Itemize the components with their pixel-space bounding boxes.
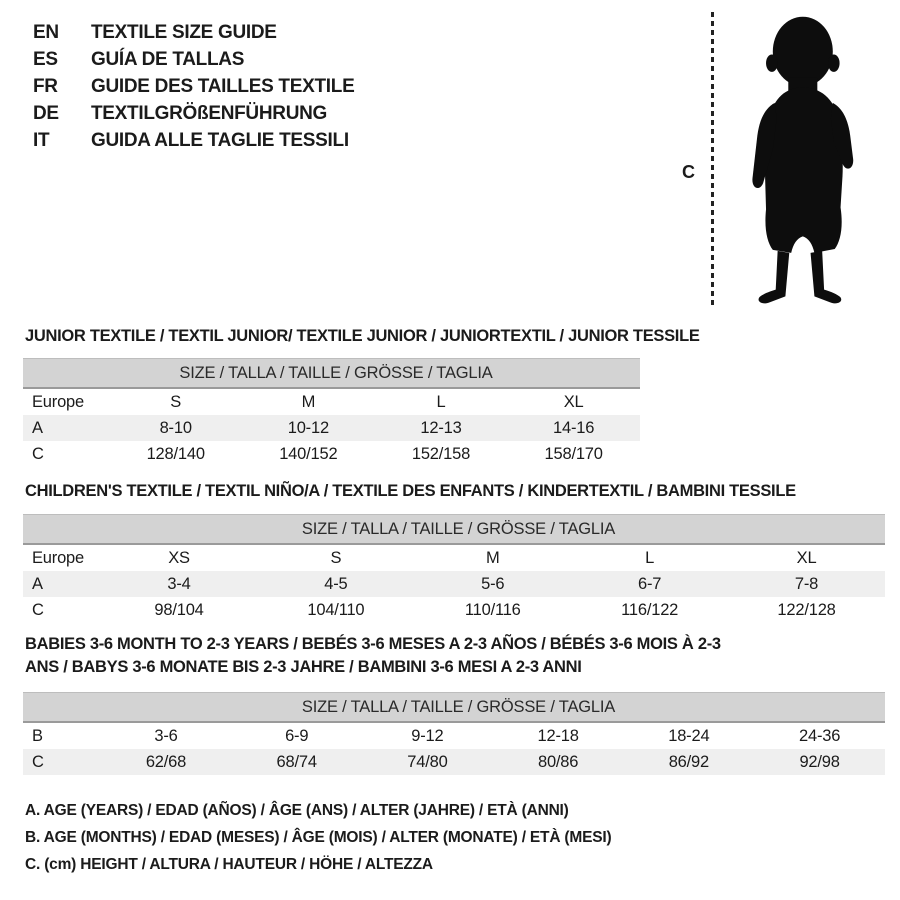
row-label: A [23, 571, 101, 597]
table-row-months [23, 722, 885, 749]
table-row-age [23, 571, 885, 597]
section-title-children: CHILDREN'S TEXTILE / TEXTIL NIÑO/A / TEXTILE DES ENFANTS / KINDERTEXTIL / BAMBINI TESSILE [25, 482, 796, 500]
table-cell: 6-7 [571, 571, 728, 597]
legend [25, 797, 611, 878]
height-marker-label: C [682, 162, 695, 182]
table-cell: 9-12 [411, 726, 444, 745]
table-cell: 3-6 [154, 726, 178, 745]
language-code: DE [33, 102, 59, 124]
language-row-en [33, 19, 354, 46]
table-cell: M [301, 392, 316, 411]
language-row-fr [33, 73, 354, 100]
row-label: C [32, 600, 44, 619]
language-label: TEXTILGRÖßENFÜHRUNG [91, 102, 328, 124]
table-cell: L [645, 548, 655, 567]
table-cell: 6-9 [285, 726, 309, 745]
table-cell: 18-24 [668, 726, 710, 745]
table-cell: 5-6 [414, 571, 571, 597]
language-label: GUIDA ALLE TAGLIE TESSILI [91, 129, 349, 151]
table-row-europe [23, 544, 885, 571]
language-row-es [33, 46, 354, 73]
table-cell: 62/68 [101, 749, 232, 775]
table-cell: 7-8 [728, 571, 885, 597]
table-cell: L [436, 392, 446, 411]
language-label: TEXTILE SIZE GUIDE [91, 21, 277, 43]
table-row-europe [23, 388, 640, 415]
table-cell: 4-5 [257, 571, 414, 597]
junior-size-table [23, 358, 640, 467]
table-cell: 14-16 [507, 415, 640, 441]
table-cell: 116/122 [621, 600, 679, 619]
row-label: Europe [32, 548, 85, 567]
row-label: Europe [32, 392, 85, 411]
legend-line-b: B. AGE (MONTHS) / EDAD (MESES) / ÂGE (MOIS) / ALTER (MONATE) / ETÀ (MESI) [25, 829, 612, 846]
size-header-bar [23, 515, 885, 545]
language-code: ES [33, 48, 58, 70]
table-cell: 104/110 [307, 600, 365, 619]
language-label: GUÍA DE TALLAS [91, 48, 245, 70]
language-row-it [33, 127, 354, 154]
table-row-height [23, 597, 885, 623]
table-cell: 10-12 [242, 415, 375, 441]
language-code: EN [33, 21, 59, 43]
table-cell: 158/170 [544, 444, 603, 463]
row-label: C [23, 749, 101, 775]
row-label: B [32, 726, 43, 745]
table-cell: 80/86 [493, 749, 624, 775]
legend-line-c: C. (cm) HEIGHT / ALTURA / HAUTEUR / HÖHE / ALTEZZA [25, 856, 433, 873]
table-cell: 8-10 [109, 415, 242, 441]
size-header-bar [23, 693, 885, 723]
table-cell: 12-13 [375, 415, 508, 441]
children-size-table [23, 514, 885, 623]
table-cell: 122/128 [777, 600, 836, 619]
size-header-label: SIZE / TALLA / TAILLE / GRÖSSE / TAGLIA [23, 359, 640, 389]
table-cell: XL [563, 392, 584, 411]
table-cell: 86/92 [623, 749, 754, 775]
height-dashed-line [711, 12, 714, 308]
language-label: GUIDE DES TAILLES TEXTILE [91, 75, 355, 97]
table-cell: 68/74 [231, 749, 362, 775]
table-cell: 152/158 [411, 444, 471, 463]
legend-line-a: A. AGE (YEARS) / EDAD (AÑOS) / ÂGE (ANS) / ALTER (JAHRE) / ETÀ (ANNI) [25, 802, 569, 819]
row-label: C [32, 444, 44, 463]
language-code: IT [33, 129, 50, 151]
table-cell: 98/104 [154, 600, 204, 619]
size-header-label: SIZE / TALLA / TAILLE / GRÖSSE / TAGLIA [23, 515, 885, 545]
language-list [33, 19, 354, 154]
table-cell: S [330, 548, 342, 567]
table-cell: 140/152 [279, 444, 338, 463]
table-cell: 92/98 [754, 749, 885, 775]
table-cell: S [170, 392, 182, 411]
table-row-height [23, 749, 885, 775]
section-title-babies: BABIES 3-6 MONTH TO 2-3 YEARS / BEBÉS 3-6 MESES A 2-3 AÑOS / BÉBÉS 3-6 MOIS À 2-3 ANS / BABYS 3-6 MONATE BIS 2-3 JAHRE / BAMBINI 3-6 MESI A 2-3 ANNI [25, 635, 721, 676]
language-row-de [33, 100, 354, 127]
row-label: A [23, 415, 109, 441]
language-code: FR [33, 75, 58, 97]
babies-size-table [23, 692, 885, 775]
table-cell: 110/116 [464, 600, 521, 619]
table-row-age [23, 415, 640, 441]
table-cell: XS [168, 548, 190, 567]
baby-silhouette-icon [722, 8, 872, 308]
table-cell: M [485, 548, 500, 567]
table-cell: 128/140 [146, 444, 205, 463]
section-title-junior: JUNIOR TEXTILE / TEXTIL JUNIOR/ TEXTILE JUNIOR / JUNIORTEXTIL / JUNIOR TESSILE [25, 327, 700, 345]
table-row-height [23, 441, 640, 467]
table-cell: 12-18 [537, 726, 579, 745]
table-cell: 74/80 [362, 749, 493, 775]
table-cell: 3-4 [101, 571, 258, 597]
size-header-bar [23, 359, 640, 389]
table-cell: XL [796, 548, 817, 567]
size-header-label: SIZE / TALLA / TAILLE / GRÖSSE / TAGLIA [23, 693, 885, 723]
table-cell: 24-36 [799, 726, 841, 745]
